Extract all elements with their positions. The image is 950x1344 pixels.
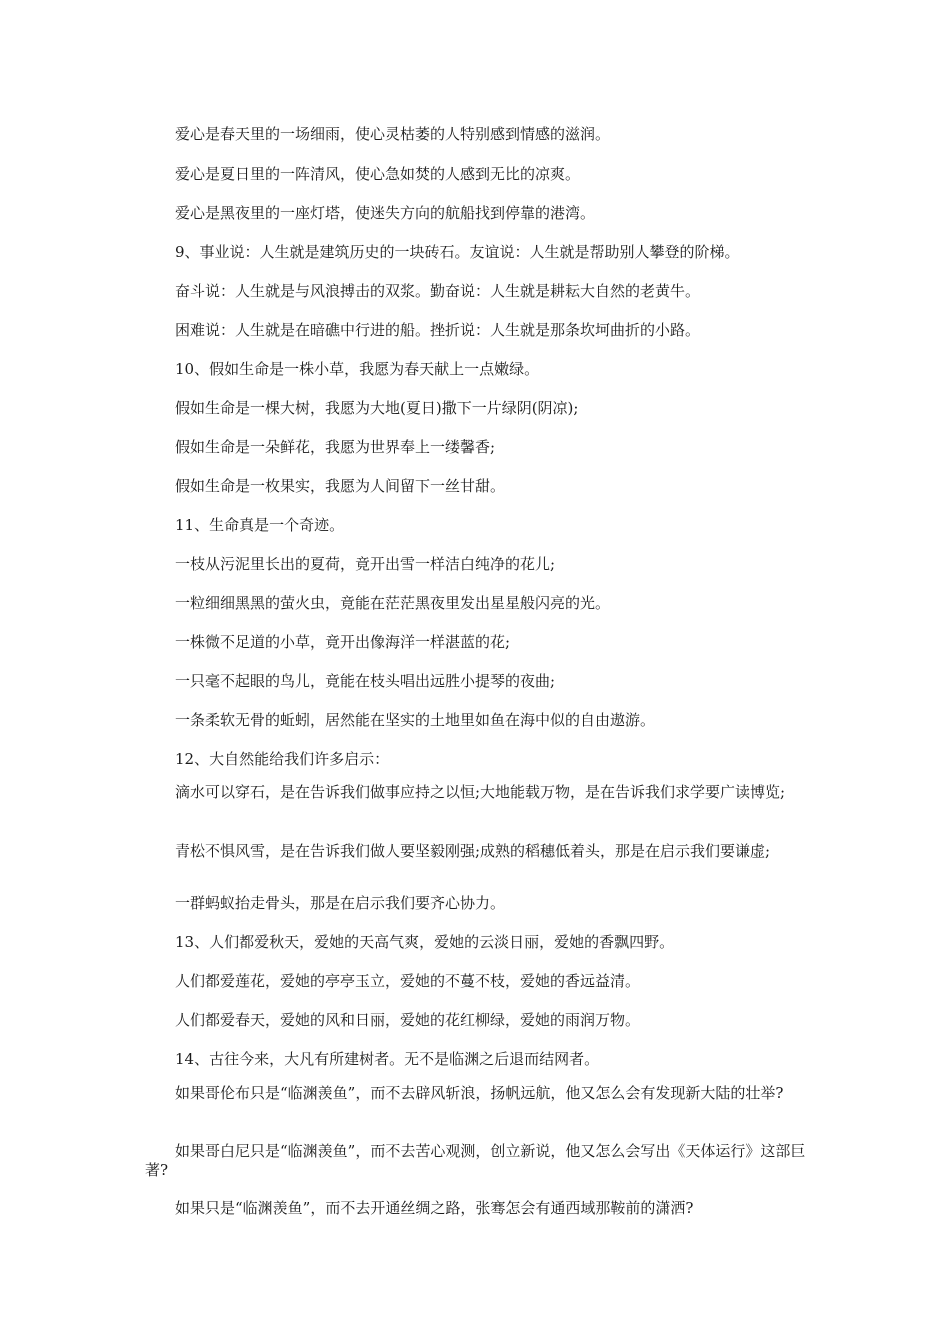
paragraph: 青松不惧风雪，是在告诉我们做人要坚毅刚强;成熟的稻穗低着头，那是在启示我们要谦虚; — [175, 842, 771, 860]
paragraph: 假如生命是一枚果实，我愿为人间留下一丝甘甜。 — [175, 477, 506, 495]
paragraph: 如果哥伦布只是“临渊羡鱼”，而不去辟风斩浪，扬帆远航，他又怎么会有发现新大陆的壮举? — [175, 1084, 784, 1102]
paragraph: 困难说：人生就是在暗礁中行进的船。挫折说：人生就是那条坎坷曲折的小路。 — [175, 321, 701, 339]
paragraph: 13、人们都爱秋天，爱她的天高气爽，爱她的云淡日丽，爱她的香飘四野。 — [175, 933, 675, 951]
paragraph: 一只毫不起眼的鸟儿，竟能在枝头唱出远胜小提琴的夜曲; — [175, 672, 556, 690]
paragraph: 14、古往今来，大凡有所建树者。无不是临渊之后退而结网者。 — [175, 1050, 600, 1068]
paragraph: 一条柔软无骨的蚯蚓，居然能在坚实的土地里如鱼在海中似的自由遨游。 — [175, 711, 656, 729]
paragraph: 一群蚂蚁抬走骨头，那是在启示我们要齐心协力。 — [175, 894, 506, 912]
paragraph: 11、生命真是一个奇迹。 — [175, 516, 345, 534]
paragraph: 奋斗说：人生就是与风浪搏击的双浆。勤奋说：人生就是耕耘大自然的老黄牛。 — [175, 282, 701, 300]
paragraph: 一株微不足道的小草，竟开出像海洋一样湛蓝的花; — [175, 633, 511, 651]
paragraph: 9、事业说：人生就是建筑历史的一块砖石。友谊说：人生就是帮助别人攀登的阶梯。 — [175, 243, 740, 261]
paragraph: 一枝从污泥里长出的夏荷，竟开出雪一样洁白纯净的花儿; — [175, 555, 556, 573]
paragraph: 10、假如生命是一株小草，我愿为春天献上一点嫩绿。 — [175, 360, 540, 378]
paragraph: 如果只是“临渊羡鱼”，而不去开通丝绸之路，张骞怎会有通西域那鞍前的潇洒? — [175, 1199, 694, 1217]
paragraph: 假如生命是一朵鲜花，我愿为世界奉上一缕馨香; — [175, 438, 496, 456]
paragraph: 人们都爱春天，爱她的风和日丽，爱她的花红柳绿，爱她的雨润万物。 — [175, 1011, 641, 1029]
paragraph: 滴水可以穿石，是在告诉我们做事应持之以恒;大地能载万物，是在告诉我们求学要广读博览; — [175, 783, 786, 801]
paragraph: 人们都爱莲花，爱她的亭亭玉立，爱她的不蔓不枝，爱她的香远益清。 — [175, 972, 641, 990]
paragraph: 假如生命是一棵大树，我愿为大地(夏日)撒下一片绿阴(阴凉); — [175, 399, 579, 417]
paragraph: 爱心是春天里的一场细雨，使心灵枯萎的人特别感到情感的滋润。 — [175, 125, 611, 143]
paragraph: 如果哥白尼只是“临渊羡鱼”，而不去苦心观测，创立新说，他又怎么会写出《天体运行》这部巨著? — [145, 1142, 806, 1179]
paragraph: 12、大自然能给我们许多启示： — [175, 750, 390, 768]
paragraph: 一粒细细黑黑的萤火虫，竟能在茫茫黑夜里发出星星般闪亮的光。 — [175, 594, 611, 612]
paragraph: 爱心是夏日里的一阵清风，使心急如焚的人感到无比的凉爽。 — [175, 165, 581, 183]
paragraph: 爱心是黑夜里的一座灯塔，使迷失方向的航船找到停靠的港湾。 — [175, 204, 596, 222]
